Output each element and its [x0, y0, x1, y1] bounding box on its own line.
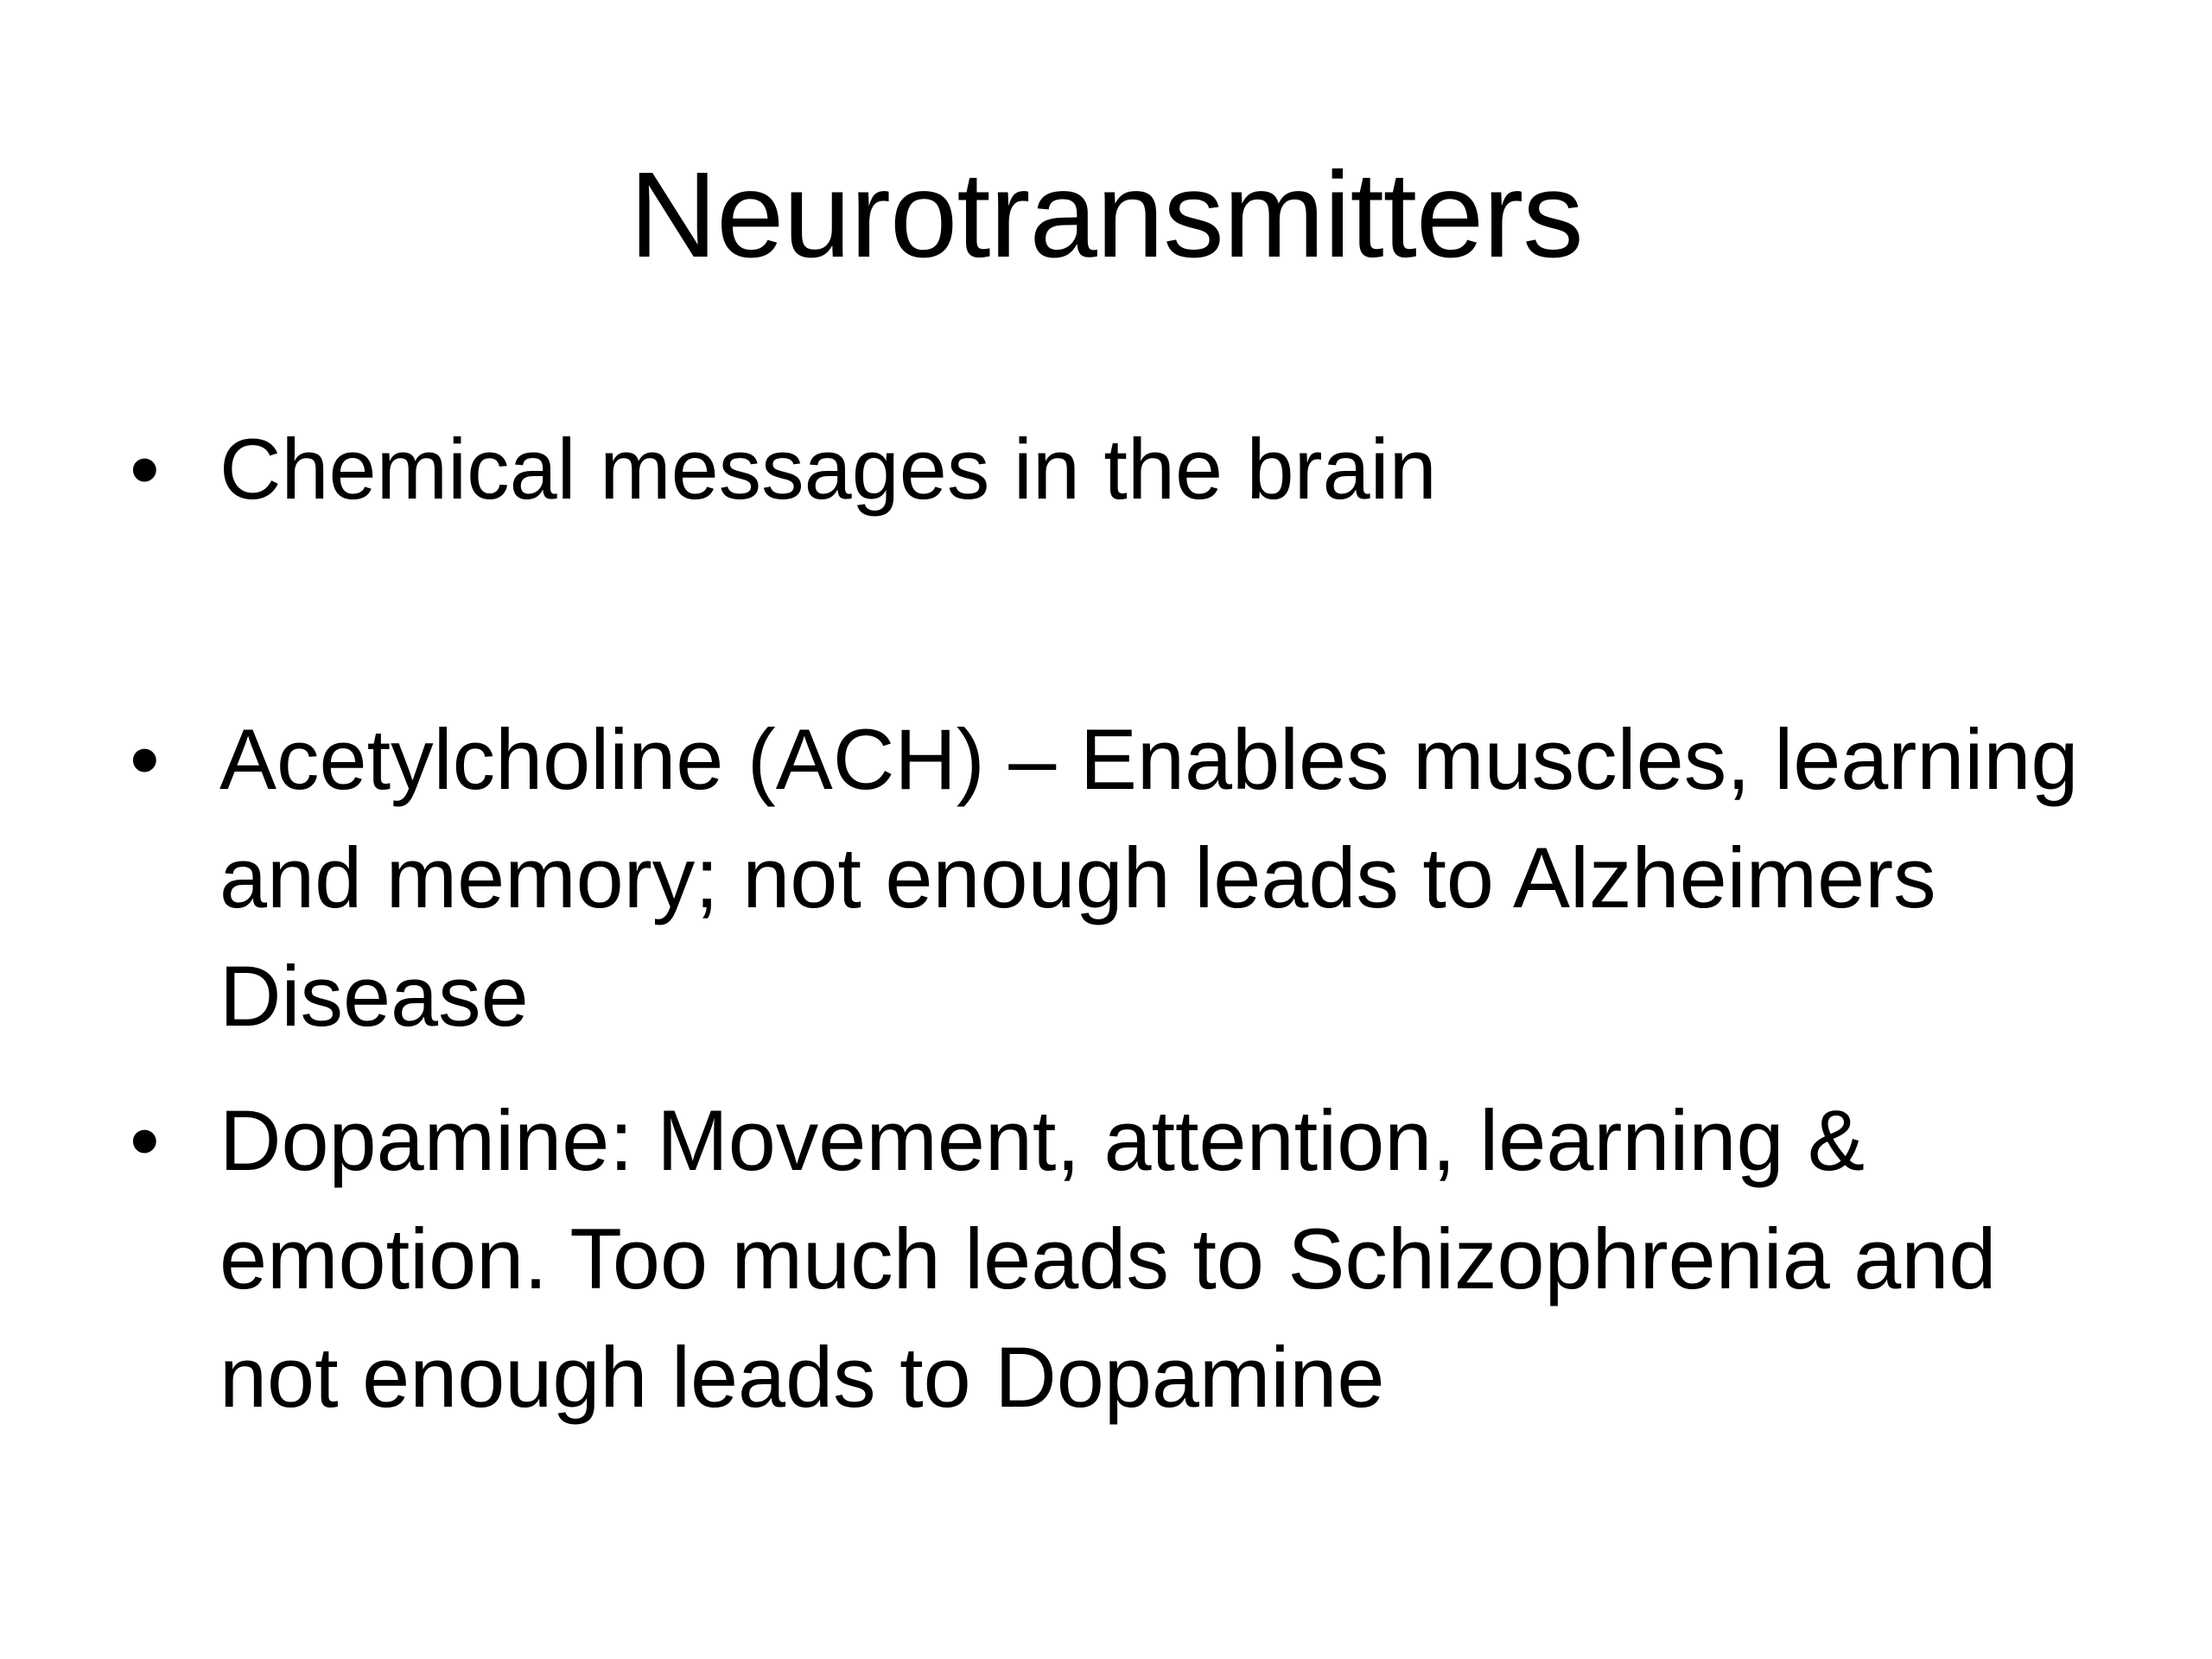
slide-title: Neurotransmitters — [629, 146, 1583, 283]
bullet-text: Dopamine: Movement, attention, learning & emotion. Too much leads to Schizophrenia and not enough leads to Dopamine — [219, 1092, 1997, 1425]
bullet-text: Chemical messages in the brain — [219, 421, 1437, 517]
bullet-text: Acetylcholine (ACH) – Enables muscles, learning and memory; not enough leads to Alzheimers Disease — [219, 711, 2079, 1044]
bullet-item-chemical-messages — [130, 410, 2117, 528]
bullet-item-dopamine — [130, 1081, 2117, 1436]
bullet-dot-icon: • — [130, 711, 160, 807]
bullet-item-acetylcholine — [130, 700, 2117, 1055]
bullet-dot-icon: • — [130, 1092, 160, 1188]
bullet-dot-icon: • — [130, 421, 160, 517]
